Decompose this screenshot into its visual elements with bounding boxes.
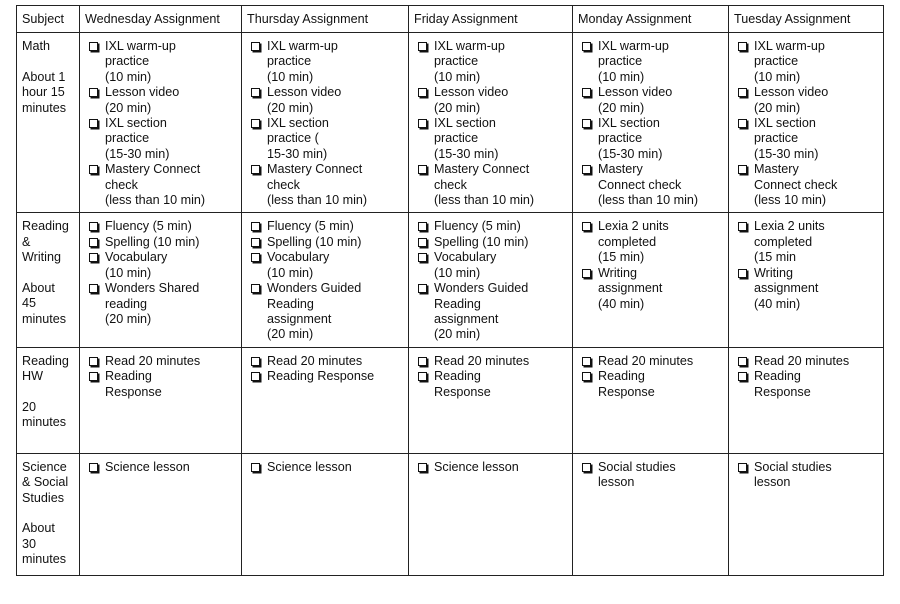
task-text: Mastery (754, 162, 799, 177)
task-text: (20 min) (754, 100, 801, 115)
task-text: (10 min) (105, 265, 152, 280)
checkbox-icon (582, 269, 591, 278)
subject-text: About (22, 281, 55, 296)
checkbox-icon (251, 284, 260, 293)
cell-math-wednesday (80, 33, 242, 213)
cell-reading-writing-wednesday (80, 213, 242, 347)
task-text: Science lesson (434, 459, 519, 474)
cell-reading-hw-thursday (242, 347, 409, 453)
cell-reading-writing-thursday (242, 213, 409, 347)
task-text: Wonders Shared (105, 281, 200, 296)
subject-text: 30 (22, 536, 37, 551)
task-item (434, 39, 568, 85)
task-text: Social studies (598, 459, 676, 474)
checkbox-icon (418, 357, 427, 366)
task-item (267, 235, 404, 250)
task-text: Lesson video (754, 85, 829, 100)
header-row (17, 6, 884, 33)
checkbox-icon (89, 222, 98, 231)
task-text: (10 min) (754, 69, 801, 84)
task-text: Reading (267, 296, 314, 311)
checkbox-icon (418, 372, 427, 381)
cell-reading-writing-friday (409, 213, 573, 347)
task-item (434, 219, 568, 234)
subject-text: About (22, 521, 55, 536)
task-item (267, 281, 404, 343)
task-text: practice (754, 131, 799, 146)
task-item (267, 116, 404, 162)
checkbox-icon (418, 119, 427, 128)
task-list (578, 39, 724, 208)
task-item (434, 250, 568, 281)
cell-science-social-studies-tuesday (729, 453, 884, 575)
task-item (105, 116, 237, 162)
task-list (85, 219, 237, 327)
checkbox-icon (89, 42, 98, 51)
task-text: (20 min) (267, 327, 314, 342)
checkbox-icon (251, 222, 260, 231)
task-list (85, 39, 237, 208)
task-item (754, 162, 879, 208)
subject-text: Math (22, 39, 50, 53)
checkbox-icon (418, 222, 427, 231)
checkbox-icon (89, 372, 98, 381)
task-text: Vocabulary (434, 250, 497, 265)
task-text: Spelling (10 min) (267, 234, 362, 249)
task-item (754, 85, 879, 116)
cell-math-tuesday (729, 33, 884, 213)
subject-text: Reading (22, 353, 69, 368)
task-text: (20 min) (434, 327, 481, 342)
task-item (267, 460, 404, 475)
task-text: reading (105, 296, 148, 311)
task-list (734, 219, 879, 311)
task-item (434, 354, 568, 369)
cell-math-friday (409, 33, 573, 213)
subject-text: Science (22, 459, 67, 474)
task-text: Writing (598, 265, 637, 280)
checkbox-icon (582, 119, 591, 128)
subject-cell (17, 213, 80, 347)
checkbox-icon (251, 42, 260, 51)
task-text: (20 min) (105, 100, 152, 115)
checkbox-icon (251, 372, 260, 381)
task-item (434, 235, 568, 250)
task-text: Read 20 minutes (267, 353, 363, 368)
task-text: Lesson video (105, 85, 180, 100)
task-list (247, 219, 404, 342)
task-text: IXL warm-up (267, 39, 338, 53)
task-item (754, 369, 879, 400)
checkbox-icon (738, 119, 747, 128)
subject-cell (17, 347, 80, 453)
subject-text: & (22, 234, 31, 249)
cell-math-thursday (242, 33, 409, 213)
task-text: (less than 10 min) (267, 193, 368, 208)
task-item (754, 460, 879, 491)
task-item (105, 460, 237, 475)
checkbox-icon (89, 119, 98, 128)
task-text: (15-30 min) (754, 146, 819, 161)
task-text: practice (598, 131, 643, 146)
task-text: Reading Response (267, 369, 375, 384)
checkbox-icon (89, 463, 98, 472)
task-text: practice (434, 54, 479, 69)
task-item (598, 116, 724, 162)
task-text: (less 10 min) (754, 193, 827, 208)
row-science-social-studies (17, 453, 884, 575)
header-tuesday: Tuesday Assignment (729, 6, 884, 33)
checkbox-icon (89, 165, 98, 174)
task-text: (15-30 min) (434, 146, 499, 161)
row-reading-hw (17, 347, 884, 453)
task-text: Science lesson (267, 459, 352, 474)
task-text: completed (598, 234, 657, 249)
task-list (414, 39, 568, 208)
checkbox-icon (418, 253, 427, 262)
task-item (598, 162, 724, 208)
task-text: check (267, 177, 300, 192)
task-text: Read 20 minutes (598, 353, 694, 368)
subject-text: hour 15 (22, 85, 65, 100)
cell-reading-writing-monday (573, 213, 729, 347)
task-list (247, 39, 404, 208)
task-text: IXL warm-up (434, 39, 505, 53)
task-text: Read 20 minutes (434, 353, 530, 368)
checkbox-icon (251, 238, 260, 247)
task-text: IXL section (267, 116, 329, 131)
task-list (247, 460, 404, 475)
task-text: practice (267, 54, 312, 69)
cell-reading-hw-tuesday (729, 347, 884, 453)
task-text: Response (434, 384, 491, 399)
task-text: IXL warm-up (598, 39, 669, 53)
task-item (105, 354, 237, 369)
task-text: practice (434, 131, 479, 146)
task-text: Reading (434, 296, 481, 311)
checkbox-icon (251, 165, 260, 174)
task-text: (less than 10 min) (105, 193, 206, 208)
task-text: practice (754, 54, 799, 69)
checkbox-icon (251, 88, 260, 97)
task-text: (10 min) (434, 69, 481, 84)
task-text: (40 min) (598, 296, 645, 311)
checkbox-icon (89, 253, 98, 262)
task-list (85, 460, 237, 475)
task-text: Social studies (754, 459, 832, 474)
header-thursday: Thursday Assignment (242, 6, 409, 33)
task-item (754, 354, 879, 369)
checkbox-icon (418, 88, 427, 97)
task-item (105, 162, 237, 208)
task-text: (10 min) (105, 69, 152, 84)
subject-text: 20 (22, 399, 37, 414)
task-text: assignment (267, 311, 332, 326)
checkbox-icon (738, 357, 747, 366)
task-text: Response (598, 384, 655, 399)
subject-text: & Social (22, 475, 69, 490)
task-list (414, 354, 568, 400)
task-text: practice (105, 131, 150, 146)
cell-science-social-studies-friday (409, 453, 573, 575)
task-item (434, 162, 568, 208)
task-item (598, 266, 724, 312)
task-item (267, 369, 404, 384)
checkbox-icon (418, 165, 427, 174)
task-text: lesson (754, 475, 791, 490)
task-item (598, 354, 724, 369)
task-text: IXL section (598, 116, 660, 131)
task-text: Vocabulary (267, 250, 330, 265)
task-item (105, 250, 237, 281)
task-list (414, 219, 568, 342)
checkbox-icon (582, 222, 591, 231)
task-item (754, 266, 879, 312)
task-list (734, 39, 879, 208)
checkbox-icon (738, 42, 747, 51)
task-item (267, 250, 404, 281)
header-friday: Friday Assignment (409, 6, 573, 33)
subject-text: Writing (22, 250, 61, 265)
task-text: IXL section (105, 116, 167, 131)
task-text: assignment (754, 281, 819, 296)
task-text: Spelling (10 min) (434, 234, 529, 249)
task-item (434, 369, 568, 400)
task-text: check (434, 177, 467, 192)
task-text: Connect check (754, 177, 838, 192)
task-item (598, 219, 724, 265)
checkbox-icon (418, 238, 427, 247)
task-text: Reading (754, 369, 801, 384)
task-item (434, 85, 568, 116)
task-text: (15 min (754, 250, 796, 265)
task-item (434, 460, 568, 475)
checkbox-icon (738, 269, 747, 278)
task-text: Mastery Connect (434, 162, 530, 177)
task-text: Wonders Guided (434, 281, 529, 296)
checkbox-icon (418, 42, 427, 51)
task-item (105, 219, 237, 234)
checkbox-icon (738, 372, 747, 381)
task-text: Fluency (5 min) (434, 219, 521, 234)
cell-reading-hw-monday (573, 347, 729, 453)
cell-math-monday (573, 33, 729, 213)
cell-science-social-studies-thursday (242, 453, 409, 575)
task-text: (less than 10 min) (598, 193, 699, 208)
task-text: Fluency (5 min) (267, 219, 354, 234)
task-item (105, 281, 237, 327)
task-text: lesson (598, 475, 635, 490)
checkbox-icon (89, 284, 98, 293)
task-text: Wonders Guided (267, 281, 362, 296)
cell-science-social-studies-monday (573, 453, 729, 575)
task-text: Reading (434, 369, 481, 384)
task-text: completed (754, 234, 813, 249)
task-text: Connect check (598, 177, 682, 192)
task-text: (10 min) (267, 69, 314, 84)
task-item (598, 39, 724, 85)
task-list (578, 219, 724, 311)
task-list (578, 460, 724, 491)
header-wednesday: Wednesday Assignment (80, 6, 242, 33)
subject-text: HW (22, 369, 43, 384)
task-text: IXL warm-up (754, 39, 825, 53)
subject-text: minutes (22, 415, 67, 430)
task-text: (less than 10 min) (434, 193, 535, 208)
task-item (434, 116, 568, 162)
checkbox-icon (251, 357, 260, 366)
task-list (247, 354, 404, 385)
task-text: (20 min) (105, 311, 152, 326)
task-text: practice (105, 54, 150, 69)
cell-reading-writing-tuesday (729, 213, 884, 347)
task-text: Lexia 2 units (754, 219, 825, 234)
task-text: Vocabulary (105, 250, 168, 265)
task-text: IXL section (434, 116, 496, 131)
task-text: (15-30 min) (598, 146, 663, 161)
task-item (105, 235, 237, 250)
subject-text: minutes (22, 100, 67, 115)
task-text: IXL section (754, 116, 816, 131)
subject-text: minutes (22, 311, 67, 326)
task-text: (15-30 min) (105, 146, 170, 161)
task-text: (20 min) (267, 100, 314, 115)
task-list (85, 354, 237, 400)
task-text: Lesson video (267, 85, 342, 100)
checkbox-icon (582, 88, 591, 97)
task-item (267, 354, 404, 369)
task-item (267, 39, 404, 85)
task-item (598, 85, 724, 116)
task-list (414, 460, 568, 475)
task-text: (20 min) (598, 100, 645, 115)
checkbox-icon (418, 284, 427, 293)
task-text: practice ( (267, 131, 319, 146)
row-math (17, 33, 884, 213)
checkbox-icon (582, 372, 591, 381)
task-text: Response (105, 384, 162, 399)
task-text: assignment (434, 311, 499, 326)
checkbox-icon (89, 88, 98, 97)
task-list (734, 460, 879, 491)
task-list (734, 354, 879, 400)
checkbox-icon (738, 463, 747, 472)
task-item (267, 219, 404, 234)
task-text: Fluency (5 min) (105, 219, 192, 234)
checkbox-icon (582, 357, 591, 366)
task-item (267, 162, 404, 208)
task-item (434, 281, 568, 343)
task-text: Response (754, 384, 811, 399)
task-text: IXL warm-up (105, 39, 176, 53)
checkbox-icon (251, 119, 260, 128)
task-item (754, 39, 879, 85)
checkbox-icon (251, 463, 260, 472)
subject-text: About 1 (22, 69, 66, 84)
task-text: practice (598, 54, 643, 69)
subject-text: minutes (22, 552, 67, 567)
task-item (267, 85, 404, 116)
task-item (105, 85, 237, 116)
task-text: (15 min) (598, 250, 645, 265)
task-text: Read 20 minutes (754, 353, 850, 368)
task-text: (40 min) (754, 296, 801, 311)
task-item (105, 39, 237, 85)
checkbox-icon (251, 253, 260, 262)
cell-science-social-studies-wednesday (80, 453, 242, 575)
subject-cell (17, 33, 80, 213)
task-text: Mastery Connect (105, 162, 201, 177)
task-text: Reading (598, 369, 645, 384)
checkbox-icon (582, 463, 591, 472)
task-text: Lexia 2 units (598, 219, 669, 234)
task-item (754, 116, 879, 162)
checkbox-icon (738, 222, 747, 231)
task-text: Mastery Connect (267, 162, 363, 177)
task-item (598, 369, 724, 400)
cell-reading-hw-wednesday (80, 347, 242, 453)
assignment-schedule-table (16, 5, 884, 576)
subject-text: Reading (22, 219, 69, 234)
task-text: Lesson video (434, 85, 509, 100)
task-text: (10 min) (598, 69, 645, 84)
checkbox-icon (582, 42, 591, 51)
checkbox-icon (738, 165, 747, 174)
header-subject: Subject (17, 6, 80, 33)
task-text: 15-30 min) (267, 146, 328, 161)
checkbox-icon (582, 165, 591, 174)
subject-text: Studies (22, 490, 65, 505)
task-text: assignment (598, 281, 663, 296)
task-text: (10 min) (434, 265, 481, 280)
row-reading-writing (17, 213, 884, 347)
checkbox-icon (89, 357, 98, 366)
cell-reading-hw-friday (409, 347, 573, 453)
task-text: Lesson video (598, 85, 673, 100)
task-text: Mastery (598, 162, 643, 177)
subject-cell (17, 453, 80, 575)
checkbox-icon (418, 463, 427, 472)
task-text: Science lesson (105, 459, 190, 474)
task-text: check (105, 177, 138, 192)
checkbox-icon (89, 238, 98, 247)
task-text: Writing (754, 265, 793, 280)
task-list (578, 354, 724, 400)
task-text: Spelling (10 min) (105, 234, 200, 249)
subject-text: 45 (22, 296, 37, 311)
task-text: Read 20 minutes (105, 353, 201, 368)
checkbox-icon (738, 88, 747, 97)
task-item (105, 369, 237, 400)
task-item (598, 460, 724, 491)
task-text: (20 min) (434, 100, 481, 115)
task-text: Reading (105, 369, 152, 384)
header-monday: Monday Assignment (573, 6, 729, 33)
task-text: (10 min) (267, 265, 314, 280)
task-item (754, 219, 879, 265)
